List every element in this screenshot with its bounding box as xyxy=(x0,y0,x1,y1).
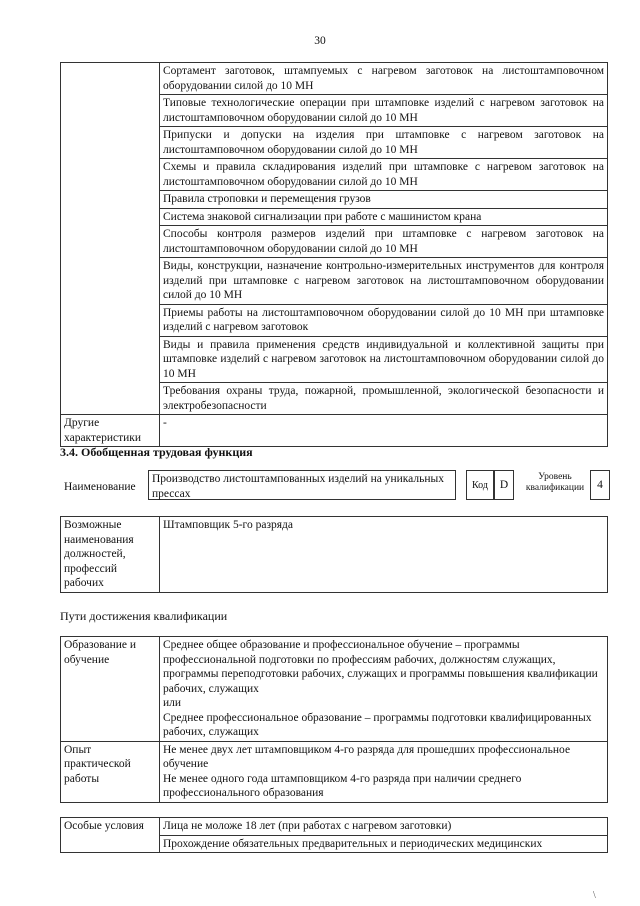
knowledge-item: Схемы и правила складирования изделий при штамповке с нагревом заготовок на листоштамповочном оборудовании силой до 10 МН xyxy=(160,159,608,191)
education-label: Образование и обучение xyxy=(61,637,160,742)
other-characteristics-label: Другие характеристики xyxy=(61,415,160,447)
qualification-paths-table xyxy=(60,636,608,803)
knowledge-item: Требования охраны труда, пожарной, промышленной, экологической безопасности и электробезопасности xyxy=(160,383,608,415)
special-conditions-label: Особые условия xyxy=(61,818,160,853)
level-label: Уровень квалификации xyxy=(525,472,585,493)
corner-mark: \ xyxy=(593,890,596,901)
experience-line: Не менее двух лет штамповщиком 4-го разряда для прошедших профессиональное обучение xyxy=(163,743,571,770)
table-row xyxy=(61,637,608,742)
level-value: 4 xyxy=(590,470,610,500)
special-conditions-line: Лица не моложе 18 лет (при работах с нагревом заготовки) xyxy=(160,818,608,836)
table-row xyxy=(61,415,608,447)
table-row xyxy=(61,741,608,802)
knowledge-table xyxy=(60,62,608,447)
special-conditions-line: Прохождение обязательных предварительных и периодических медицинских xyxy=(160,835,608,853)
code-value: D xyxy=(494,470,514,500)
section-title: 3.4. Обобщенная трудовая функция xyxy=(60,445,253,459)
paths-title: Пути достижения квалификации xyxy=(60,609,228,623)
knowledge-item: Система знаковой сигнализации при работе с машинистом крана xyxy=(160,208,608,226)
knowledge-item: Виды, конструкции, назначение контрольно-измерительных инструментов для контроля изделий при штамповке с нагревом заготовок на листоштамповочном оборудовании силой до 10 МН xyxy=(160,258,608,305)
special-conditions-table xyxy=(60,817,608,853)
positions-table xyxy=(60,516,608,593)
knowledge-item: Приемы работы на листоштамповочном оборудовании силой до 10 МН при штамповке изделий с нагревом заготовок xyxy=(160,304,608,336)
knowledge-item: Виды и правила применения средств индивидуальной и коллективной защиты при штамповке изделий с нагревом заготовок на листоштамповочном оборудовании силой до 10 МН xyxy=(160,336,608,383)
education-line: Среднее общее образование и профессиональное обучение – программы профессиональной подготовки по профессиям рабочих, должностям служащих, программы переподготовки рабочих, служащих и программы повышения квалификации рабочих, служащих xyxy=(163,639,598,695)
other-characteristics-value: - xyxy=(160,415,608,447)
page-number: 30 xyxy=(314,35,326,47)
education-line: Среднее профессиональное образование – программы подготовки квалифицированных рабочих, служащих xyxy=(163,711,592,738)
function-name-value: Производство листоштампованных изделий на уникальных прессах xyxy=(148,470,456,500)
knowledge-item: Способы контроля размеров изделий при штамповке с нагревом заготовок на листоштамповочном оборудовании силой до 10 МН xyxy=(160,226,608,258)
positions-value: Штамповщик 5-го разряда xyxy=(160,517,608,593)
knowledge-label-cell xyxy=(61,63,160,415)
table-row xyxy=(61,517,608,593)
experience-value xyxy=(160,741,608,802)
function-name-label: Наименование xyxy=(64,481,136,493)
table-row xyxy=(61,818,608,836)
knowledge-item: Типовые технологические операции при штамповке изделий с нагревом заготовок на листоштамповочном оборудовании силой до 10 МН xyxy=(160,95,608,127)
experience-label: Опыт практической работы xyxy=(61,741,160,802)
knowledge-item: Сортамент заготовок, штампуемых с нагревом заготовок на листоштамповочном оборудовании силой до 10 МН xyxy=(160,63,608,95)
code-label: Код xyxy=(466,470,494,500)
experience-line: Не менее одного года штамповщиком 4-го разряда при наличии среднего профессионального образования xyxy=(163,772,522,799)
table-row xyxy=(61,63,608,95)
knowledge-item: Припуски и допуски на изделия при штамповке с нагревом заготовок на листоштамповочном оборудовании силой до 10 МН xyxy=(160,127,608,159)
function-header xyxy=(60,470,610,504)
positions-label: Возможные наименования должностей, профессий рабочих xyxy=(61,517,160,593)
education-value xyxy=(160,637,608,742)
education-or: или xyxy=(163,697,182,709)
knowledge-item: Правила строповки и перемещения грузов xyxy=(160,191,608,209)
